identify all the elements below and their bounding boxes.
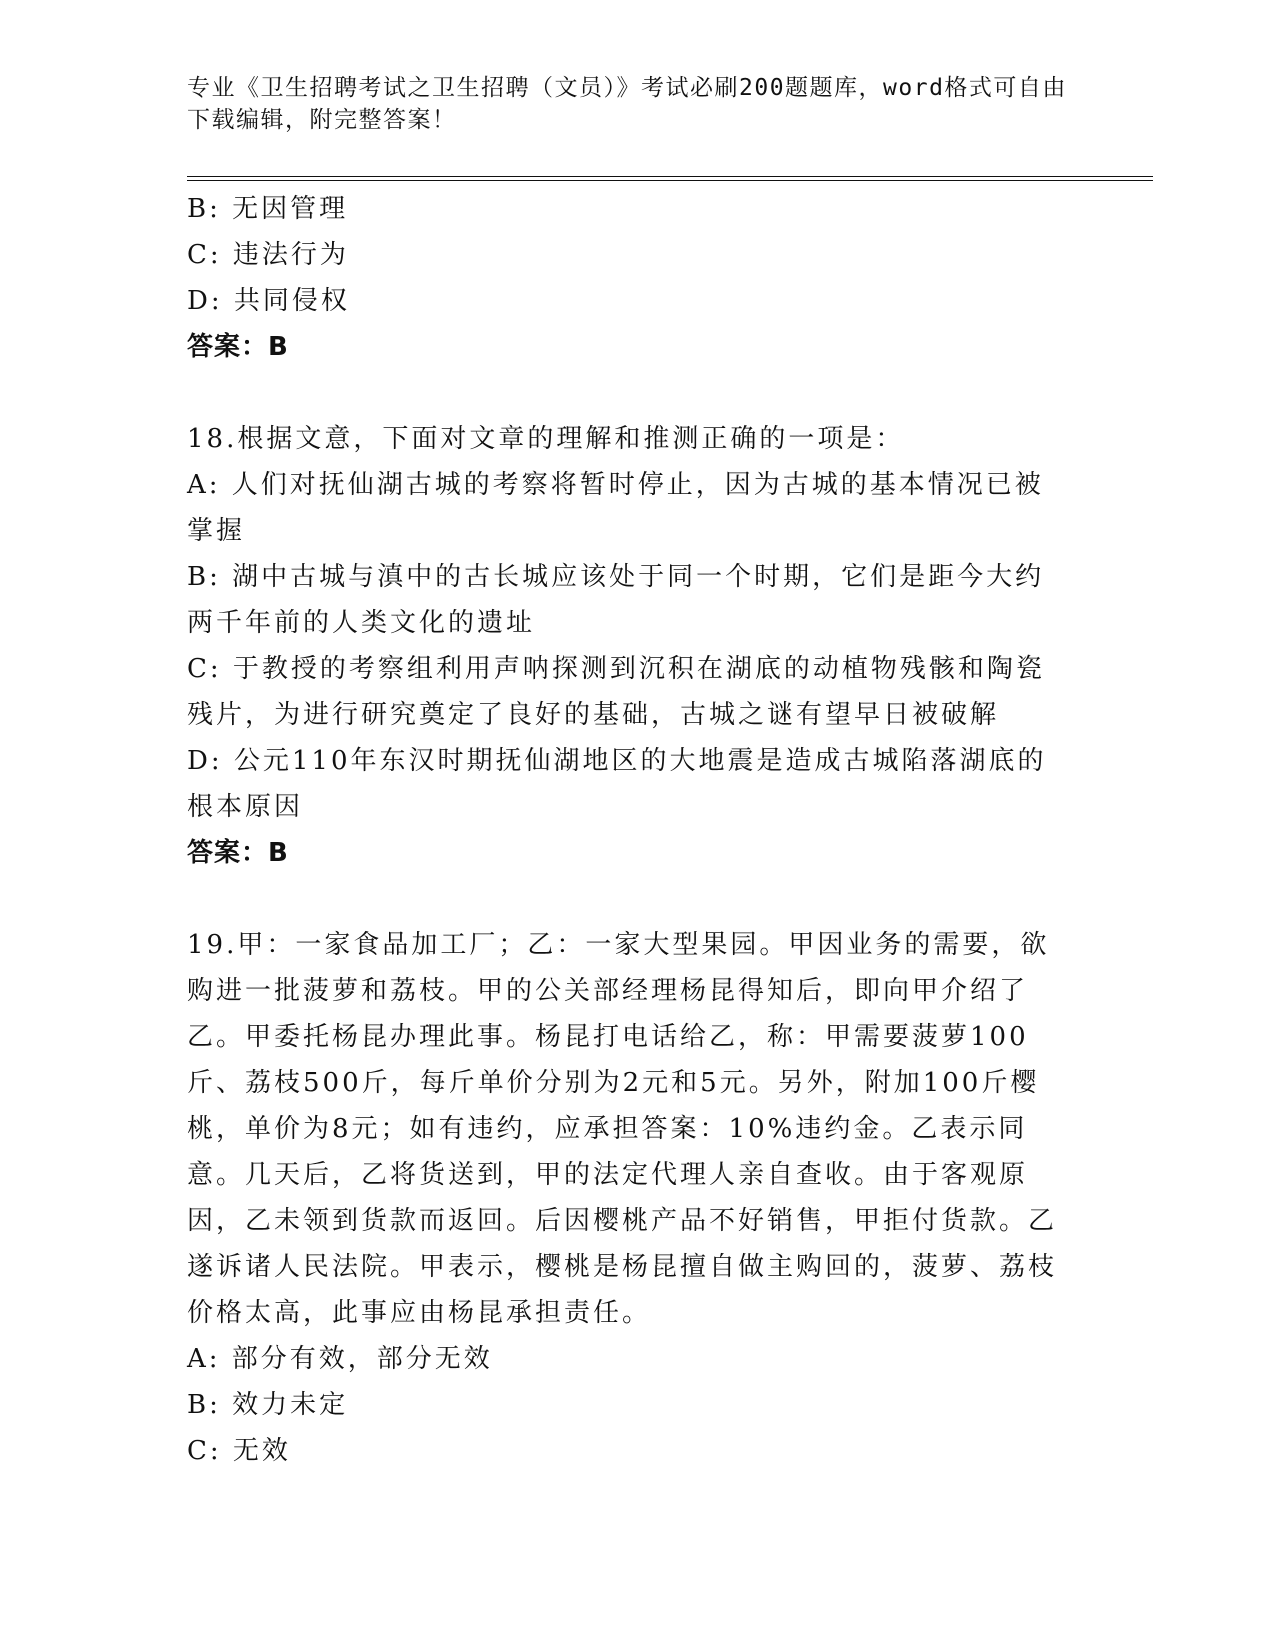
option-c: C: 无效 <box>187 1436 291 1466</box>
page-header: 专业《卫生招聘考试之卫生招聘（文员）》考试必刷200题题库，word格式可自由下载编辑，附完整答案！ <box>187 75 1067 133</box>
option-c: C: 违法行为 <box>187 240 349 270</box>
option-a: A: 人们对抚仙湖古城的考察将暂时停止，因为古城的基本情况已被掌握 <box>187 470 1044 546</box>
question-17-tail <box>187 186 1067 370</box>
option-b: B: 湖中古城与滇中的古长城应该处于同一个时期，它们是距今大约两千年前的人类文化的遗址 <box>187 562 1045 638</box>
option-d: D: 共同侵权 <box>187 286 350 316</box>
option-c: C: 于教授的考察组利用声呐探测到沉积在湖底的动植物残骸和陶瓷残片，为进行研究奠定了良好的基础，古城之谜有望早日被破解 <box>187 654 1045 730</box>
document-body <box>187 186 1067 1474</box>
question-19 <box>187 922 1067 1474</box>
answer-line: 答案：B <box>187 838 289 868</box>
question-text: 19.甲：一家食品加工厂；乙：一家大型果园。甲因业务的需要，欲购进一批菠萝和荔枝。甲的公关部经理杨昆得知后，即向甲介绍了乙。甲委托杨昆办理此事。杨昆打电话给乙，称：甲需要菠萝100斤、荔枝500斤，每斤单价分别为2元和5元。另外，附加100斤樱桃，单价为8元；如有违约，应承担答案：10%违约金。乙表示同意。几天后，乙将货送到，甲的法定代理人亲自查收。由于客观原因，乙未领到货款而返回。后因樱桃产品不好销售，甲拒付货款。乙遂诉诸人民法院。甲表示，樱桃是杨昆擅自做主购回的，菠萝、荔枝价格太高，此事应由杨昆承担责任。 <box>187 930 1058 1328</box>
option-b: B: 无因管理 <box>187 194 349 224</box>
option-b: B: 效力未定 <box>187 1390 349 1420</box>
option-d: D: 公元110年东汉时期抚仙湖地区的大地震是造成古城陷落湖底的根本原因 <box>187 746 1047 822</box>
spacer <box>187 876 1067 922</box>
header-divider <box>187 176 1153 181</box>
spacer <box>187 370 1067 416</box>
question-text: 18.根据文意，下面对文章的理解和推测正确的一项是： <box>187 424 905 454</box>
answer-line: 答案：B <box>187 332 289 362</box>
option-a: A: 部分有效，部分无效 <box>187 1344 493 1374</box>
question-18 <box>187 416 1067 876</box>
